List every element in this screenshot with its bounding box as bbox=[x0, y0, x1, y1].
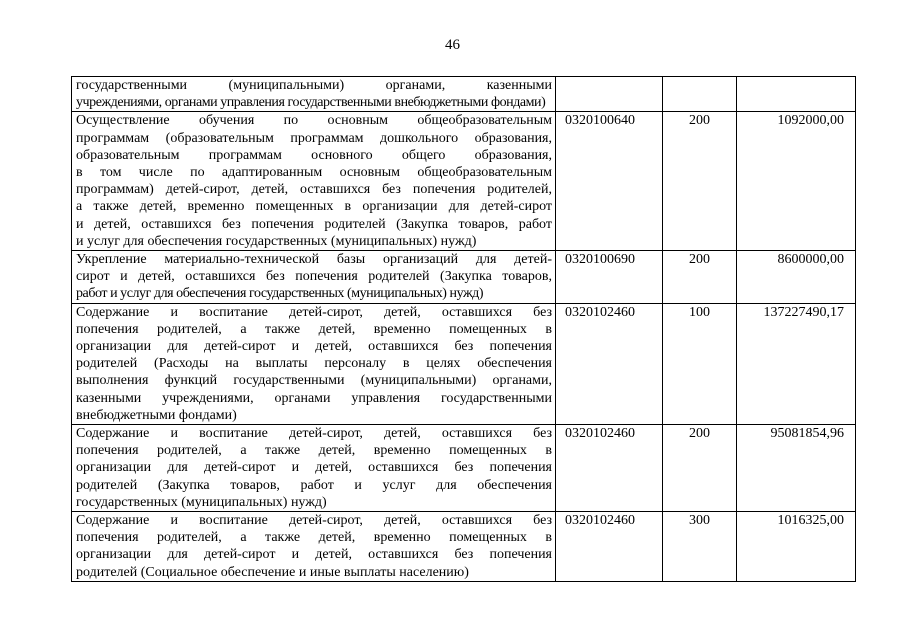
row-description bbox=[72, 512, 556, 582]
expense-type-cell: 200 bbox=[663, 425, 737, 512]
description-line: попечения родителей, а также детей, временно помещенных в bbox=[76, 530, 552, 546]
description-line: Укрепление материально-технической базы организаций для детей- bbox=[76, 252, 552, 268]
expense-type-cell: 300 bbox=[663, 512, 737, 582]
expense-type-cell bbox=[663, 77, 737, 112]
description-line: Осуществление обучения по основным общеобразовательным bbox=[76, 113, 552, 129]
description-line: Содержание и воспитание детей-сирот, детей, оставшихся без bbox=[76, 513, 552, 529]
description-line: государственных (муниципальных) нужд) bbox=[76, 494, 327, 510]
row-description bbox=[72, 77, 556, 112]
row-description bbox=[72, 251, 556, 304]
description-line: и услуг для обеспечения государственных (муниципальных) нужд) bbox=[76, 233, 477, 249]
amount-cell: 137227490,17 bbox=[737, 303, 856, 424]
target-code-cell: 0320102460 bbox=[556, 425, 663, 512]
description-line: работ и услуг для обеспечения государственных (муниципальных) нужд) bbox=[76, 286, 484, 302]
description-line: и детей, оставшихся без попечения родителей (Закупка товаров, работ bbox=[76, 216, 552, 232]
description-line: программам (образовательным программам дошкольного образования, bbox=[76, 130, 552, 146]
description-line: попечения родителей, а также детей, временно помещенных в bbox=[76, 443, 552, 459]
description-line: казенными учреждениями, органами управления государственными bbox=[76, 390, 552, 406]
target-code-cell: 0320102460 bbox=[556, 303, 663, 424]
target-code-cell bbox=[556, 77, 663, 112]
description-line: образовательным программам основного общего образования, bbox=[76, 147, 552, 163]
table-row bbox=[72, 77, 856, 112]
description-line: родителей (Закупка товаров, работ и услуг для обеспечения bbox=[76, 477, 552, 493]
description-line: родителей (Социальное обеспечение и иные выплаты населению) bbox=[76, 564, 469, 580]
description-line: родителей (Расходы на выплаты персоналу в целях обеспечения bbox=[76, 356, 552, 372]
description-line: государственными (муниципальными) органами, казенными bbox=[76, 78, 552, 93]
amount-cell: 8600000,00 bbox=[737, 251, 856, 304]
description-line: программам) детей-сирот, детей, оставшихся без попечения родителей, bbox=[76, 182, 552, 198]
table-row bbox=[72, 512, 856, 582]
table-row bbox=[72, 303, 856, 424]
description-line: организации для детей-сирот и детей, оставшихся без попечения bbox=[76, 460, 552, 476]
description-line: попечения родителей, а также детей, временно помещенных в bbox=[76, 321, 552, 337]
description-line: а также детей, временно помещенных в организации для детей-сирот bbox=[76, 199, 552, 215]
row-description bbox=[72, 303, 556, 424]
description-line: в том числе по адаптированным основным общеобразовательным bbox=[76, 165, 552, 181]
description-line: организации для детей-сирот и детей, оставшихся без попечения bbox=[76, 547, 552, 563]
expense-type-cell: 200 bbox=[663, 251, 737, 304]
target-code-cell: 0320102460 bbox=[556, 512, 663, 582]
description-line: организации для детей-сирот и детей, оставшихся без попечения bbox=[76, 339, 552, 355]
description-line: учреждениями, органами управления государственными внебюджетными фондами) bbox=[76, 95, 546, 111]
amount-cell: 95081854,96 bbox=[737, 425, 856, 512]
table-row bbox=[72, 425, 856, 512]
table-row bbox=[72, 112, 856, 251]
expense-type-cell: 100 bbox=[663, 303, 737, 424]
budget-table bbox=[71, 76, 856, 582]
amount-cell bbox=[737, 77, 856, 112]
amount-cell: 1092000,00 bbox=[737, 112, 856, 251]
row-description bbox=[72, 112, 556, 251]
description-line: сирот и детей, оставшихся без попечения родителей (Закупка товаров, bbox=[76, 269, 552, 285]
page-number: 46 bbox=[445, 37, 460, 53]
description-line: Содержание и воспитание детей-сирот, детей, оставшихся без bbox=[76, 426, 552, 442]
table-row bbox=[72, 251, 856, 304]
target-code-cell: 0320100690 bbox=[556, 251, 663, 304]
row-description bbox=[72, 425, 556, 512]
description-line: Содержание и воспитание детей-сирот, детей, оставшихся без bbox=[76, 304, 552, 320]
target-code-cell: 0320100640 bbox=[556, 112, 663, 251]
expense-type-cell: 200 bbox=[663, 112, 737, 251]
description-line: выполнения функций государственными (муниципальными) органами, bbox=[76, 373, 552, 389]
amount-cell: 1016325,00 bbox=[737, 512, 856, 582]
description-line: внебюджетными фондами) bbox=[76, 407, 237, 423]
